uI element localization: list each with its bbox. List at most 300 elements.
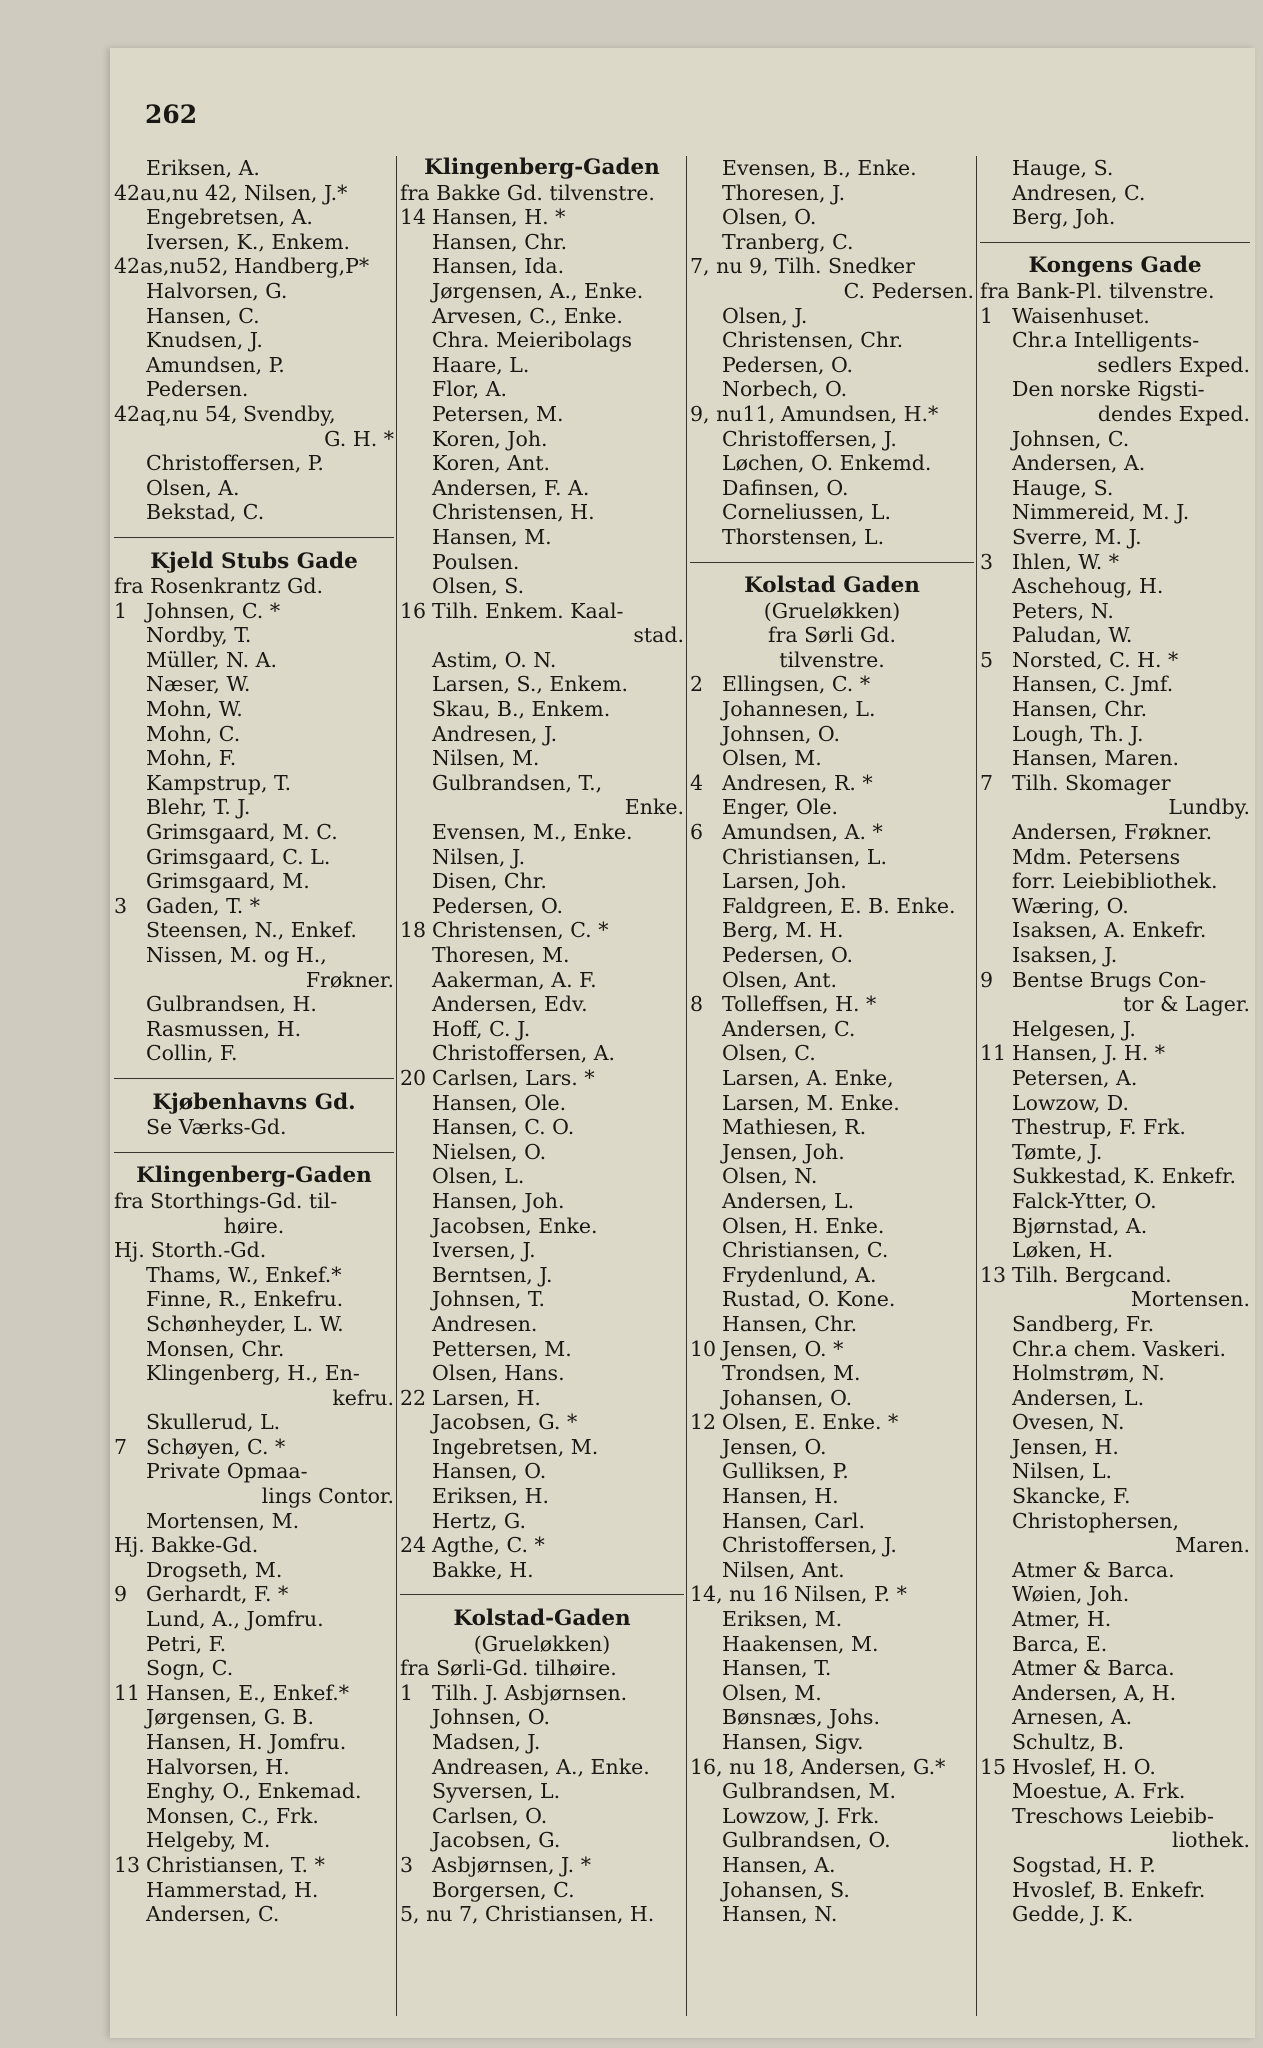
directory-entry xyxy=(690,968,974,993)
entry-text: Hauge, S. xyxy=(1012,475,1114,500)
directory-entry xyxy=(114,1878,394,1903)
directory-entry xyxy=(690,1804,974,1829)
entry-text: Peters, N. xyxy=(1012,598,1114,623)
entry-text: Hvoslef, B. Enkefr. xyxy=(1012,1877,1206,1902)
entry-text: Nordby, T. xyxy=(146,623,252,648)
directory-entry xyxy=(690,1484,974,1509)
entry-text: Enger, Ole. xyxy=(722,795,839,820)
entry-text: Treschows Leiebib- xyxy=(1012,1803,1214,1828)
entry-text: Lundby. xyxy=(1168,795,1250,820)
entry-text: Tømte, J. xyxy=(1012,1139,1103,1164)
directory-entry xyxy=(690,1189,974,1214)
entry-text: Christiansen, L. xyxy=(722,844,888,869)
entry-text: Hansen, C. xyxy=(146,303,260,328)
directory-entry xyxy=(400,746,684,771)
directory-entry xyxy=(690,1779,974,1804)
entry-text: Haare, L. xyxy=(432,352,530,377)
house-number: 3 xyxy=(400,1852,414,1877)
directory-entry xyxy=(690,377,974,402)
directory-entry xyxy=(400,550,684,575)
street-heading xyxy=(400,1607,684,1632)
directory-entry xyxy=(690,1755,974,1780)
directory-entry xyxy=(690,205,974,230)
entry-text: Bønsnæs, Johs. xyxy=(722,1705,880,1730)
directory-entry xyxy=(690,254,974,279)
directory-entry xyxy=(114,820,394,845)
entry-text: Johnsen, O. xyxy=(722,721,840,746)
directory-entry xyxy=(690,1533,974,1558)
entry-text: Christophersen, xyxy=(1012,1508,1179,1533)
entry-text: Schønheyder, L. W. xyxy=(146,1311,344,1336)
directory-entry xyxy=(114,1828,394,1853)
column-2 xyxy=(400,156,684,1927)
entry-text: Hansen, Carl. xyxy=(722,1508,865,1533)
directory-entry xyxy=(690,353,974,378)
entry-text: Chra. Meieribolags xyxy=(432,328,632,353)
entry-text: Jørgensen, A., Enke. xyxy=(432,278,644,303)
directory-entry xyxy=(400,1066,684,1091)
directory-entry xyxy=(980,328,1250,353)
directory-entry xyxy=(114,304,394,329)
entry-text: Næser, W. xyxy=(146,672,251,697)
directory-entry xyxy=(400,205,684,230)
directory-entry xyxy=(400,992,684,1017)
directory-entry xyxy=(690,697,974,722)
entry-text: Atmer & Barca. xyxy=(1012,1557,1175,1582)
directory-entry xyxy=(980,771,1250,796)
house-number: 24 xyxy=(400,1533,427,1558)
directory-entry xyxy=(114,1484,394,1509)
directory-entry xyxy=(980,1263,1250,1288)
directory-entry xyxy=(690,820,974,845)
directory-entry xyxy=(690,992,974,1017)
directory-entry xyxy=(400,1287,684,1312)
directory-entry xyxy=(400,968,684,993)
entry-text: Johansen, S. xyxy=(722,1877,850,1902)
entry-text: Waisenhuset. xyxy=(1012,303,1150,328)
entry-text: Ellingsen, C. * xyxy=(722,672,871,697)
directory-entry xyxy=(690,648,974,673)
house-number: 16 xyxy=(400,598,427,623)
directory-entry xyxy=(980,599,1250,624)
directory-entry xyxy=(690,672,974,697)
directory-entry xyxy=(400,722,684,747)
directory-entry xyxy=(690,1828,974,1853)
entry-text: Mohn, C. xyxy=(146,721,241,746)
directory-entry xyxy=(114,746,394,771)
directory-entry xyxy=(114,1804,394,1829)
directory-entry xyxy=(980,648,1250,673)
directory-entry xyxy=(114,943,394,968)
directory-entry xyxy=(690,1066,974,1091)
entry-text: Wøien, Joh. xyxy=(1012,1582,1130,1607)
house-number: 5, nu 7, xyxy=(400,1902,479,1927)
directory-entry xyxy=(114,845,394,870)
directory-entry xyxy=(400,894,684,919)
directory-entry xyxy=(980,968,1250,993)
directory-entry xyxy=(690,1312,974,1337)
entry-text: Nissen, M. og H., xyxy=(146,943,327,967)
entry-text: (Grueløkken) xyxy=(473,1631,611,1656)
entry-text: Hansen, Chr. xyxy=(722,1311,858,1336)
directory-entry xyxy=(114,1189,394,1214)
entry-text: tor & Lager. xyxy=(1123,992,1250,1017)
entry-text: sedlers Exped. xyxy=(1097,352,1250,377)
entry-text: G. H. * xyxy=(324,426,394,451)
directory-entry xyxy=(400,1656,684,1681)
entry-text: Halvorsen, H. xyxy=(146,1754,290,1779)
directory-entry xyxy=(690,1337,974,1362)
entry-text: Nilsen, P. * xyxy=(794,1582,907,1607)
entry-text: Nilsen, M. xyxy=(432,746,540,771)
entry-text: Aakerman, A. F. xyxy=(432,967,597,992)
entry-text: Isaksen, J. xyxy=(1012,943,1118,967)
directory-entry xyxy=(980,1459,1250,1484)
entry-text: fra Bakke Gd. tilvenstre. xyxy=(400,180,655,205)
directory-entry xyxy=(400,500,684,525)
entry-text: Madsen, J. xyxy=(432,1730,541,1754)
entry-text: Pedersen. xyxy=(146,377,249,402)
house-number: 3 xyxy=(980,549,994,574)
directory-entry xyxy=(690,451,974,476)
entry-text: Mortensen, M. xyxy=(146,1508,300,1533)
entry-text: Sogn, C. xyxy=(146,1656,234,1681)
directory-entry xyxy=(114,771,394,796)
entry-text: Olsen, S. xyxy=(432,574,525,599)
directory-entry xyxy=(400,1140,684,1165)
entry-text: Skullerud, L. xyxy=(146,1410,281,1435)
directory-entry xyxy=(690,1263,974,1288)
entry-text: Andersen, L. xyxy=(1012,1385,1145,1410)
entry-text: Koren, Ant. xyxy=(432,451,551,476)
directory-entry xyxy=(400,1484,684,1509)
directory-entry xyxy=(114,1459,394,1484)
entry-text: Iversen, K., Enkem. xyxy=(146,229,351,254)
directory-entry xyxy=(690,1656,974,1681)
directory-entry xyxy=(114,1853,394,1878)
directory-entry xyxy=(114,1779,394,1804)
directory-entry xyxy=(114,402,394,427)
directory-entry xyxy=(400,623,684,648)
entry-text: Enghy, O., Enkemad. xyxy=(146,1779,362,1804)
entry-text: Andersen, C. xyxy=(722,1016,856,1041)
directory-entry xyxy=(114,1214,394,1239)
directory-entry xyxy=(690,943,974,968)
entry-text: Jacobsen, G. * xyxy=(432,1410,578,1435)
entry-text: Olsen, M. xyxy=(722,746,822,771)
entry-text: Berg, M. H. xyxy=(722,918,844,943)
directory-entry xyxy=(114,353,394,378)
directory-entry xyxy=(400,1337,684,1362)
entry-text: Hansen, A. xyxy=(722,1852,836,1877)
directory-entry xyxy=(114,1361,394,1386)
directory-entry xyxy=(114,648,394,673)
directory-entry xyxy=(690,1287,974,1312)
directory-entry xyxy=(690,1238,974,1263)
entry-text: Skancke, F. xyxy=(1012,1484,1131,1509)
entry-text: Gulbrandsen, T., xyxy=(432,770,603,795)
entry-text: Petersen, M. xyxy=(432,401,564,426)
directory-entry xyxy=(114,205,394,230)
directory-entry xyxy=(690,869,974,894)
directory-entry xyxy=(400,525,684,550)
directory-entry xyxy=(400,1214,684,1239)
directory-entry xyxy=(690,328,974,353)
entry-text: Pedersen, O. xyxy=(432,893,564,918)
house-number: 8 xyxy=(690,992,704,1017)
directory-entry xyxy=(690,279,974,304)
entry-text: Bekstad, C. xyxy=(146,500,265,525)
entry-text: C. Pedersen. xyxy=(843,278,974,303)
directory-entry xyxy=(400,1017,684,1042)
entry-text: Christoffersen, J. xyxy=(722,426,897,451)
directory-entry xyxy=(114,623,394,648)
directory-entry xyxy=(980,1189,1250,1214)
street-heading xyxy=(114,1091,394,1116)
directory-entry xyxy=(400,1828,684,1853)
entry-text: Johnsen, C. * xyxy=(146,598,281,623)
directory-entry xyxy=(980,1705,1250,1730)
entry-text: Tolleffsen, H. * xyxy=(722,992,877,1017)
entry-text: Olsen, J. xyxy=(722,303,808,328)
directory-entry xyxy=(114,230,394,255)
entry-text: Ingebretsen, M. xyxy=(432,1434,599,1459)
entry-text: Monsen, C., Frk. xyxy=(146,1803,319,1828)
entry-text: Faldgreen, E. B. Enke. xyxy=(722,893,956,918)
entry-text: Tilh. J. Asbjørnsen. xyxy=(432,1680,628,1705)
directory-entry xyxy=(400,1681,684,1706)
entry-text: Gerhardt, F. * xyxy=(146,1582,289,1607)
directory-entry xyxy=(980,918,1250,943)
entry-text: Maren. xyxy=(1175,1533,1250,1558)
directory-entry xyxy=(114,1386,394,1411)
directory-entry xyxy=(980,1140,1250,1165)
directory-entry xyxy=(114,1582,394,1607)
entry-text: Hansen, Chr. xyxy=(432,229,568,254)
entry-text: Pedersen, O. xyxy=(722,943,854,967)
directory-entry xyxy=(400,845,684,870)
directory-entry xyxy=(114,918,394,943)
street-heading xyxy=(400,156,684,181)
entry-text: Pedersen, O. xyxy=(722,352,854,377)
directory-entry xyxy=(400,1164,684,1189)
entry-text: Bjørnstad, A. xyxy=(1012,1213,1148,1238)
entry-text: Trondsen, M. xyxy=(722,1361,861,1386)
directory-entry xyxy=(690,623,974,648)
house-number: 42au,nu 42, xyxy=(114,180,238,205)
directory-entry xyxy=(980,1632,1250,1657)
section-divider xyxy=(114,1140,394,1165)
street-name: Kjøbenhavns Gd. xyxy=(152,1089,356,1115)
entry-text: Evensen, M., Enke. xyxy=(432,820,633,845)
entry-text: Evensen, B., Enke. xyxy=(722,156,917,180)
entry-text: Norsted, C. H. * xyxy=(1012,647,1179,672)
entry-text: Thoresen, J. xyxy=(722,180,846,205)
street-heading xyxy=(114,1164,394,1189)
entry-text: Corneliussen, L. xyxy=(722,500,892,525)
street-name: Kjeld Stubs Gade xyxy=(150,548,358,574)
directory-entry xyxy=(400,427,684,452)
directory-entry xyxy=(114,869,394,894)
directory-entry xyxy=(980,795,1250,820)
directory-entry xyxy=(980,1337,1250,1362)
entry-text: Svendby, xyxy=(243,401,336,426)
directory-entry xyxy=(400,648,684,673)
house-number: 1 xyxy=(400,1680,414,1705)
entry-text: Hansen, J. H. * xyxy=(1012,1041,1166,1066)
directory-entry xyxy=(980,623,1250,648)
entry-text: Holmstrøm, N. xyxy=(1012,1361,1165,1386)
directory-entry xyxy=(980,1484,1250,1509)
directory-entry xyxy=(980,1656,1250,1681)
entry-text: Agthe, C. * xyxy=(432,1533,545,1558)
directory-entry xyxy=(114,1607,394,1632)
directory-entry xyxy=(400,1632,684,1657)
entry-text: Norbech, O. xyxy=(722,377,848,402)
directory-entry xyxy=(980,1017,1250,1042)
directory-entry xyxy=(980,1853,1250,1878)
directory-entry xyxy=(400,795,684,820)
directory-entry xyxy=(400,697,684,722)
directory-entry xyxy=(400,451,684,476)
column-divider xyxy=(396,156,397,2016)
directory-entry xyxy=(980,451,1250,476)
directory-entry xyxy=(114,968,394,993)
column-3 xyxy=(690,156,974,1927)
directory-entry xyxy=(400,1509,684,1534)
entry-text: Nilsen, L. xyxy=(1012,1459,1113,1484)
entry-text: Thestrup, F. Frk. xyxy=(1012,1115,1186,1140)
directory-entry xyxy=(114,1509,394,1534)
entry-text: Rasmussen, H. xyxy=(146,1016,302,1041)
entry-text: Johnsen, T. xyxy=(432,1287,546,1312)
directory-entry xyxy=(690,845,974,870)
entry-text: Johansen, O. xyxy=(722,1385,853,1410)
entry-text: Andersen, A, H. xyxy=(1012,1680,1177,1705)
directory-entry xyxy=(114,156,394,181)
entry-text: Jacobsen, G. xyxy=(432,1828,561,1853)
directory-entry xyxy=(114,1730,394,1755)
directory-entry xyxy=(690,1041,974,1066)
directory-entry xyxy=(690,476,974,501)
entry-text: Hansen, E., Enkef.* xyxy=(146,1680,350,1705)
directory-entry xyxy=(400,1361,684,1386)
entry-text: Asbjørnsen, J. * xyxy=(432,1852,591,1877)
house-number: 14, nu 16 xyxy=(690,1582,789,1607)
directory-entry xyxy=(400,599,684,624)
entry-text: Kampstrup, T. xyxy=(146,770,292,795)
entry-text: Nilsen, Ant. xyxy=(722,1557,845,1582)
house-number: 9 xyxy=(114,1582,128,1607)
directory-entry xyxy=(690,500,974,525)
directory-entry xyxy=(400,1189,684,1214)
entry-text: Knudsen, J. xyxy=(146,328,263,353)
directory-entry xyxy=(400,1730,684,1755)
directory-entry xyxy=(690,1878,974,1903)
entry-text: Flor, A. xyxy=(432,377,508,402)
directory-entry xyxy=(980,1828,1250,1853)
directory-entry xyxy=(980,1779,1250,1804)
directory-entry xyxy=(690,1558,974,1583)
entry-text: Larsen, Joh. xyxy=(722,869,847,894)
directory-entry xyxy=(980,1730,1250,1755)
entry-text: Iversen, J. xyxy=(432,1238,536,1263)
house-number: 11 xyxy=(114,1680,141,1705)
street-heading xyxy=(114,550,394,575)
entry-text: Christiansen, T. * xyxy=(146,1852,325,1877)
entry-text: Isaksen, A. Enkefr. xyxy=(1012,918,1207,943)
directory-entry xyxy=(114,1115,394,1140)
entry-text: Olsen, A. xyxy=(146,475,240,500)
directory-entry xyxy=(114,1041,394,1066)
house-number: 2 xyxy=(690,672,704,697)
entry-text: Hansen, M. xyxy=(432,524,552,549)
directory-entry xyxy=(400,1533,684,1558)
entry-text: Amundsen, A. * xyxy=(722,820,883,845)
directory-entry xyxy=(114,574,394,599)
entry-text: Andersen, Frøkner. xyxy=(1012,820,1213,845)
directory-entry xyxy=(980,1164,1250,1189)
directory-entry xyxy=(980,1386,1250,1411)
directory-entry xyxy=(980,1238,1250,1263)
house-number: 20 xyxy=(400,1065,427,1090)
entry-text: Gulbrandsen, O. xyxy=(722,1828,891,1853)
entry-text: Christoffersen, P. xyxy=(146,451,324,476)
directory-entry xyxy=(400,1386,684,1411)
directory-entry xyxy=(114,1558,394,1583)
directory-entry xyxy=(690,1091,974,1116)
directory-entry xyxy=(690,1607,974,1632)
entry-text: Koren, Joh. xyxy=(432,426,548,451)
entry-text: Johnsen, O. xyxy=(432,1705,550,1730)
entry-text: Hansen, O. xyxy=(432,1459,547,1484)
entry-text: Hansen, H. Jomfru. xyxy=(146,1730,347,1754)
entry-text: Hansen, Ida. xyxy=(432,254,565,279)
directory-entry xyxy=(114,500,394,525)
entry-text: Andersen, A. xyxy=(1012,451,1146,476)
entry-text: Paludan, W. xyxy=(1012,623,1133,648)
entry-text: Andresen, J. xyxy=(432,721,558,746)
entry-text: Hansen, Chr. xyxy=(1012,697,1148,722)
entry-text: Klingenberg, H., En- xyxy=(146,1361,360,1386)
entry-text: Blehr, T. J. xyxy=(146,795,251,820)
entry-text: Berntsen, J. xyxy=(432,1262,553,1287)
entry-text: Nilsen, J. xyxy=(432,844,526,869)
directory-entry xyxy=(114,1656,394,1681)
entry-text: Mathiesen, R. xyxy=(722,1115,867,1140)
entry-text: Carlsen, Lars. * xyxy=(432,1065,595,1090)
directory-entry xyxy=(980,845,1250,870)
house-number: 10 xyxy=(690,1336,717,1361)
house-number: 9 xyxy=(980,967,994,992)
column-divider xyxy=(976,156,977,2016)
entry-text: Bakke-Gd. xyxy=(151,1533,259,1558)
entry-text: Enke. xyxy=(624,795,684,820)
entry-text: Mortensen. xyxy=(1130,1287,1250,1312)
directory-entry xyxy=(980,1435,1250,1460)
directory-entry xyxy=(400,304,684,329)
entry-text: dendes Exped. xyxy=(1097,401,1250,426)
entry-text: Larsen, M. Enke. xyxy=(722,1090,900,1115)
column-divider xyxy=(686,156,687,2016)
entry-text: Jensen, O. xyxy=(722,1434,827,1459)
entry-text: høire. xyxy=(223,1213,285,1238)
directory-entry xyxy=(114,328,394,353)
column-1 xyxy=(114,156,394,1927)
directory-entry xyxy=(114,1238,394,1263)
directory-entry xyxy=(690,1705,974,1730)
entry-text: Gedde, J. K. xyxy=(1012,1902,1134,1927)
